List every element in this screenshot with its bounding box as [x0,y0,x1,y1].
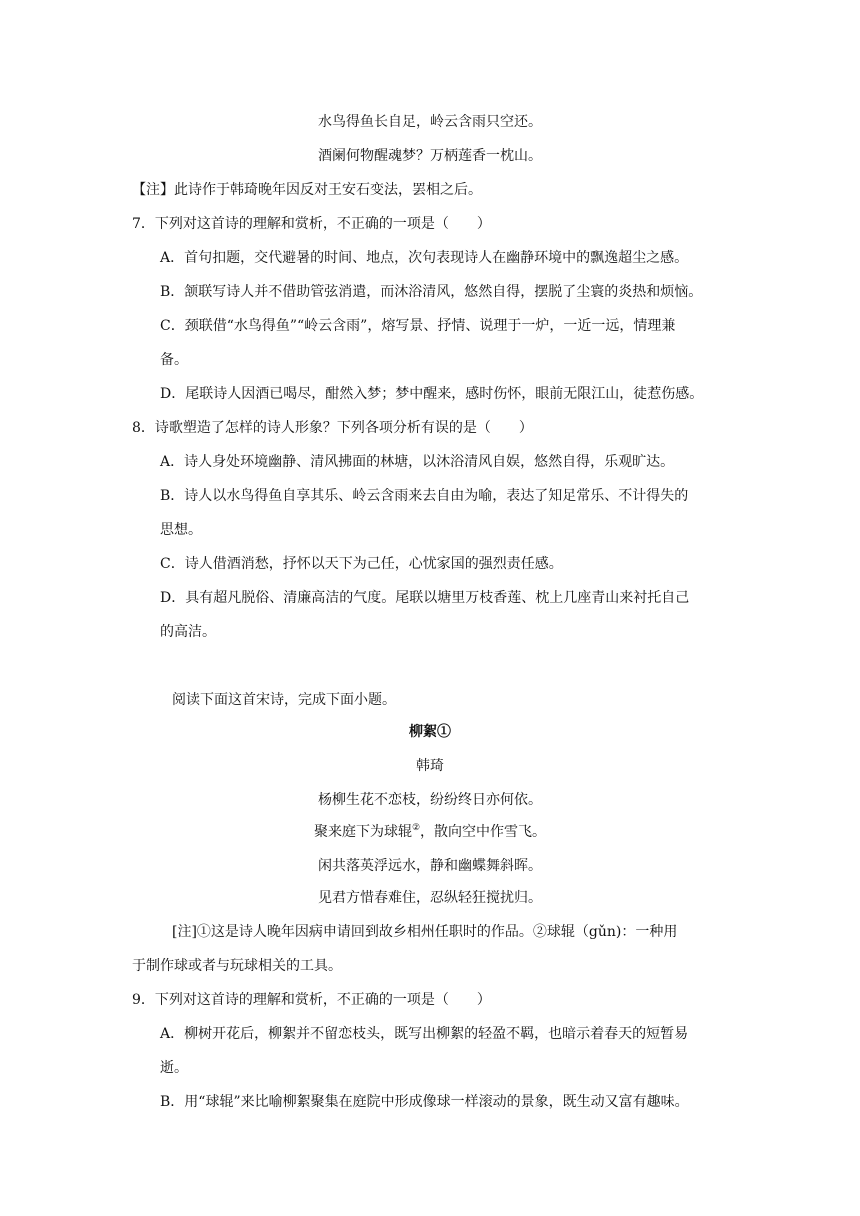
poem1-line-1: 水鸟得鱼长自足，岭云含雨只空还。 [318,114,542,130]
poem2-note-cont: 于制作球或者与玩球相关的工具。 [132,958,342,974]
poem2-line-4: 见君方惜春难住，忍纵轻狂搅扰归。 [318,890,542,906]
q8-option-b-cont: 思想。 [160,522,202,538]
footnote-marker-2: ② [411,823,421,833]
q7-option-b: B．颔联写诗人并不借助管弦消遣，而沐浴清风，悠然自得，摆脱了尘寰的炎热和烦恼。 [160,284,703,300]
q9-option-a-cont: 逝。 [160,1060,188,1076]
poem2-title: 柳絮① [409,724,451,740]
q8-option-d-cont: 的高洁。 [160,624,216,640]
q8-option-d: D．具有超凡脱俗、清廉高洁的气度。尾联以塘里万枝香莲、枕上几座青山来衬托自己 [160,590,690,606]
q8-option-a: A．诗人身处环境幽静、清风拂面的林塘，以沐浴清风自娱，悠然自得，乐观旷达。 [160,454,675,470]
poem2-line-1: 杨柳生花不恋枝，纷纷终日亦何依。 [318,792,542,808]
q7-stem: 7．下列对这首诗的理解和赏析，不正确的一项是（ ） [132,216,491,232]
section2-intro: 阅读下面这首宋诗，完成下面小题。 [172,692,396,708]
poem1-line-2: 酒阑何物醒魂梦？万柄莲香一枕山。 [318,148,542,164]
poem2-line-2-after: ，散向空中作雪飞。 [420,824,547,840]
poem2-line-2 [0,822,860,842]
q8-option-b: B．诗人以水鸟得鱼自享其乐、岭云含雨来去自由为喻，表达了知足常乐、不计得失的 [160,488,689,504]
q9-option-a: A．柳树开花后，柳絮并不留恋枝头，既写出柳絮的轻盈不羁，也暗示着春天的短暂易 [160,1026,689,1042]
q7-option-c: C．颈联借“水鸟得鱼”“岭云含雨”，熔写景、抒情、说理于一炉，一近一远，情理兼 [160,318,676,334]
q7-option-c-cont: 备。 [160,352,188,368]
q8-stem: 8．诗歌塑造了怎样的诗人形象？下列各项分析有误的是（ ） [132,420,533,436]
poem2-author: 韩琦 [416,758,444,774]
poem2-line-2-before: 聚来庭下为球辊 [313,824,412,840]
q8-option-c: C．诗人借酒消愁，抒怀以天下为己任，心忧家国的强烈责任感。 [160,556,563,572]
q9-stem: 9．下列对这首诗的理解和赏析，不正确的一项是（ ） [132,992,491,1008]
q7-option-d: D．尾联诗人因酒已喝尽，酣然入梦；梦中醒来，感时伤怀，眼前无限江山，徒惹伤感。 [160,386,704,402]
q7-option-a: A．首句扣题，交代避暑的时间、地点，次句表现诗人在幽静环境中的飘逸超尘之感。 [160,250,689,266]
q9-option-b: B．用“球辊”来比喻柳絮聚集在庭院中形成像球一样滚动的景象，既生动又富有趣味。 [160,1094,689,1110]
poem2-note: [注]①这是诗人晚年因病申请回到故乡相州任职时的作品。②球辊（gǔn)：一种用 [172,924,678,940]
poem1-note: 【注】此诗作于韩琦晚年因反对王安石变法，罢相之后。 [132,182,482,198]
poem2-line-3: 闲共落英浮远水，静和幽蝶舞斜晖。 [318,858,542,874]
